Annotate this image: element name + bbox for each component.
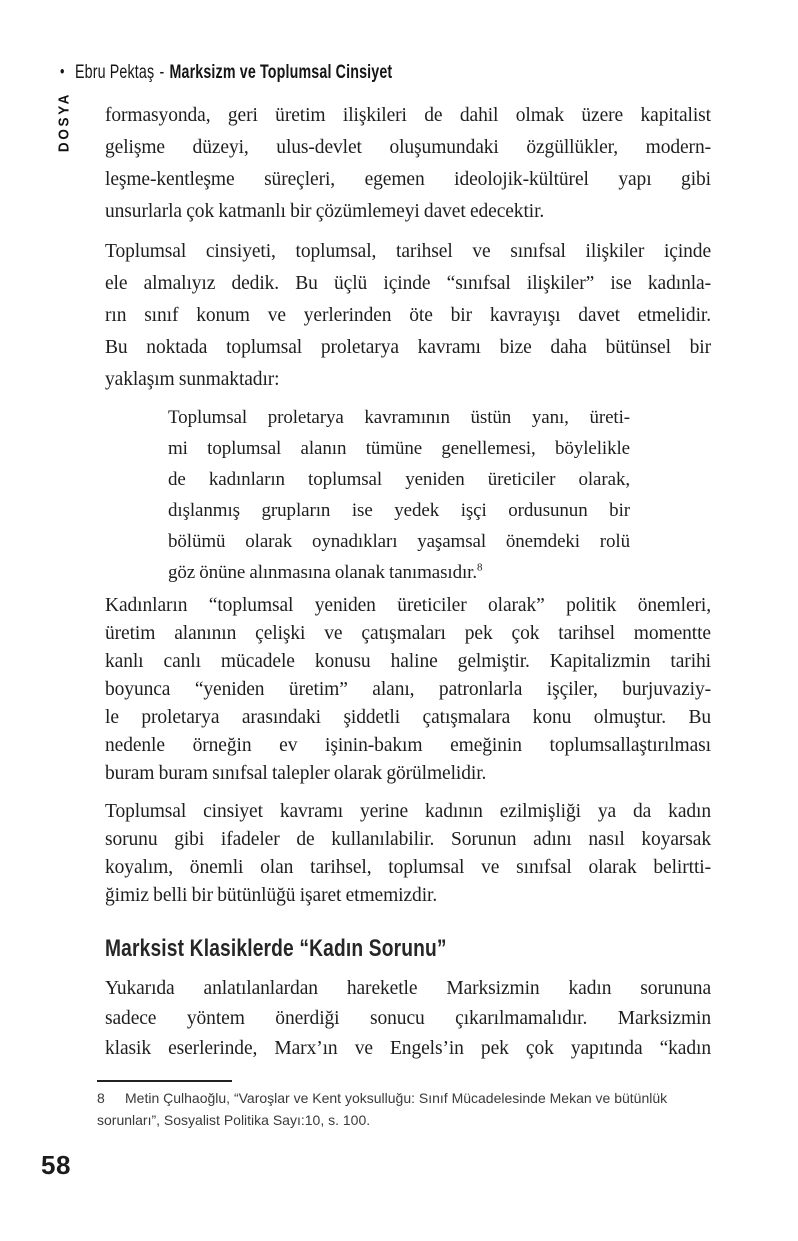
- text-line: sadece yöntem önerdiği sonucu çıkarılmamalıdır. Marksizmin: [105, 1008, 711, 1029]
- text-line: Toplumsal cinsiyeti, toplumsal, tarihsel ve sınıfsal ilişkiler içinde: [105, 241, 711, 262]
- text-line: Yukarıda anlatılanlardan hareketle Marksizmin kadın sorununa: [105, 978, 711, 999]
- footnote-number: 8: [97, 1090, 105, 1106]
- section-heading: Marksist Klasiklerde “Kadın Sorunu”: [105, 935, 447, 962]
- quote-line: Toplumsal proletarya kavramının üstün yanı, üreti-: [168, 407, 630, 428]
- text-line: unsurlarla çok katmanlı bir çözümlemeyi davet edecektir.: [105, 201, 545, 222]
- footnote-line: [97, 1087, 711, 1109]
- text-line: kanlı canlı mücadele konusu haline gelmiştir. Kapitalizmin tarihi: [105, 651, 711, 672]
- text-line: koyalım, önemli olan tarihsel, toplumsal ve sınıfsal olarak belirtti-: [105, 857, 711, 878]
- paragraph-2: [105, 236, 711, 396]
- text-line: Bu noktada toplumsal proletarya kavramı bize daha bütünsel bir: [105, 337, 711, 358]
- footnote-reference: 8: [477, 561, 483, 574]
- quote-line: mi toplumsal alanın tümüne genellemesi, böylelikle: [168, 438, 630, 459]
- block-quote: [168, 402, 630, 588]
- quote-line-text: göz önüne alınmasına olanak tanımasıdır.: [168, 562, 478, 583]
- footnote-text: Metin Çulhaoğlu, “Varoşlar ve Kent yoksulluğu: Sınıf Mücadelesinde Mekan ve bütünlük: [125, 1090, 668, 1106]
- text-line: buram buram sınıfsal talepler olarak görülmelidir.: [105, 763, 487, 784]
- text-line: yaklaşım sunmaktadır:: [105, 369, 280, 390]
- page-number: 58: [41, 1150, 71, 1180]
- quote-line: [168, 557, 630, 588]
- text-line: klasik eserlerinde, Marx’ın ve Engels’in pek çok yapıtında “kadın: [105, 1038, 711, 1059]
- header-separator: -: [159, 62, 165, 83]
- footnote-line: sorunları”, Sosyalist Politika Sayı:10, s. 100.: [97, 1112, 371, 1128]
- quote-line: bölümü olarak oynadıkları yaşamsal önemdeki rolü: [168, 531, 630, 552]
- text-line: boyunca “yeniden üretim” alanı, patronlarla işçiler, burjuvaziy-: [105, 679, 711, 700]
- text-line: nedenle örneğin ev işinin-bakım emeğinin toplumsallaştırılması: [105, 735, 711, 756]
- text-line: leşme-kentleşme süreçleri, egemen ideolojik-kültürel yapı gibi: [105, 169, 711, 190]
- text-line: formasyonda, geri üretim ilişkileri de dahil olmak üzere kapitalist: [105, 105, 711, 126]
- text-line: rın sınıf konum ve yerlerinden öte bir kavrayışı davet etmelidir.: [105, 305, 711, 326]
- text-line: üretim alanının çelişki ve çatışmaları pek çok tarihsel momentte: [105, 623, 711, 644]
- footnote-rule: [97, 1080, 232, 1082]
- text-line: le proletarya arasındaki şiddetli çatışmalara konu olmuştur. Bu: [105, 707, 711, 728]
- book-title: Marksizm ve Toplumsal Cinsiyet: [169, 62, 393, 83]
- bullet-icon: •: [60, 62, 65, 81]
- quote-line: dışlanmış grupların ise yedek işçi ordusunun bir: [168, 500, 630, 521]
- paragraph-4: [105, 798, 711, 910]
- text-line: gelişme düzeyi, ulus-devlet oluşumundaki özgüllükler, modern-: [105, 137, 711, 158]
- paragraph-3: [105, 592, 711, 788]
- text-line: Kadınların “toplumsal yeniden üreticiler olarak” politik önemleri,: [105, 595, 711, 616]
- page-header: [60, 61, 392, 85]
- dosya-sidebar-label: DOSYA: [55, 91, 73, 153]
- footnote: [97, 1087, 711, 1131]
- paragraph-5: [105, 974, 711, 1064]
- quote-line: de kadınların toplumsal yeniden üreticiler olarak,: [168, 469, 630, 490]
- paragraph-1: [105, 100, 711, 228]
- author-name: Ebru Pektaş: [74, 62, 155, 83]
- text-line: Toplumsal cinsiyet kavramı yerine kadının ezilmişliği ya da kadın: [105, 801, 711, 822]
- text-line: ele almalıyız dedik. Bu üçlü içinde “sınıfsal ilişkiler” ise kadınla-: [105, 273, 711, 294]
- text-line: ğimiz belli bir bütünlüğü işaret etmemizdir.: [105, 885, 438, 906]
- text-line: sorunu gibi ifadeler de kullanılabilir. Sorunun adını nasıl koyarsak: [105, 829, 711, 850]
